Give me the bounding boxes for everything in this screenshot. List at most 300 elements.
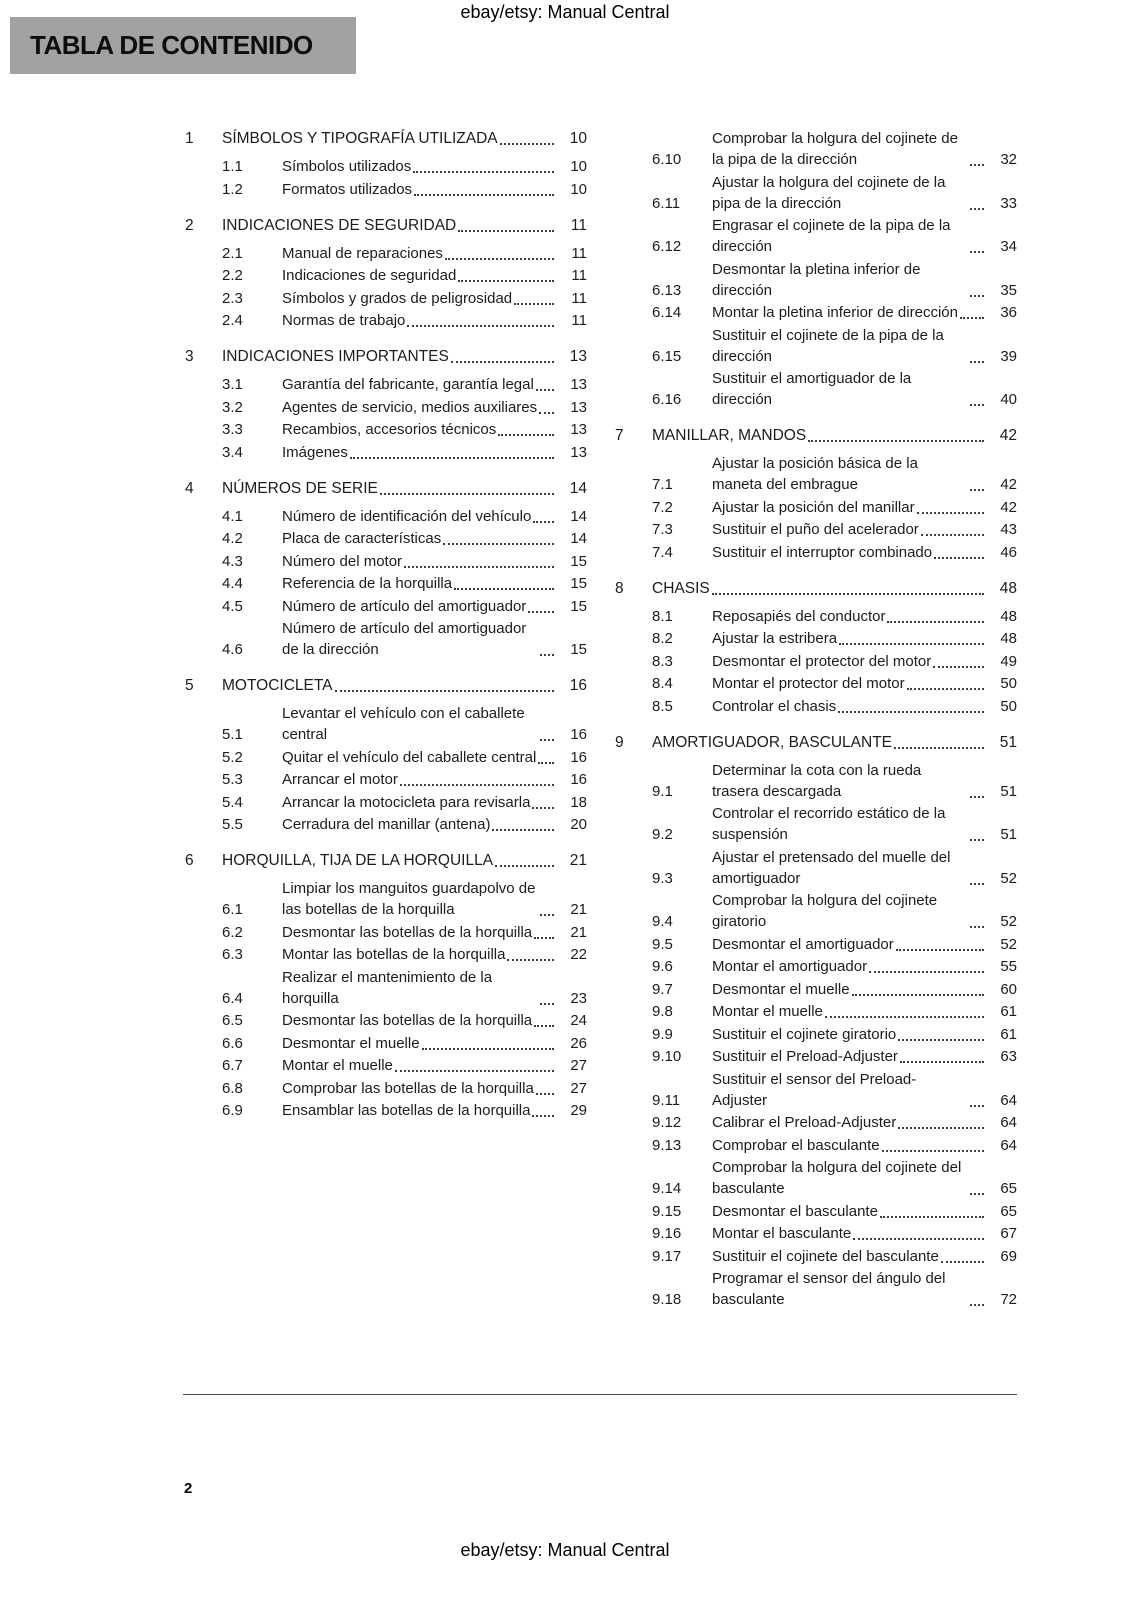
toc-entry: [615, 497, 1017, 518]
toc-entry-number: 6.7: [222, 1057, 243, 1074]
toc-entry-title: MANILLAR, MANDOS: [652, 427, 807, 444]
toc-entry: [185, 618, 587, 660]
dot-leader: [917, 512, 984, 514]
toc-entry-page: 23: [570, 989, 587, 1007]
toc-entry-page: 10: [570, 158, 587, 175]
toc-entry-page: 14: [570, 507, 587, 525]
toc-entry-page: 26: [570, 1034, 587, 1052]
toc-entry-page: 11: [570, 216, 587, 234]
toc-entry: [615, 1246, 1017, 1267]
toc-entry-number: 7.2: [652, 498, 673, 516]
toc-entry: [615, 1024, 1017, 1045]
toc-entry-title: Reposapiés del conductor: [712, 607, 886, 625]
dot-leader: [533, 521, 554, 523]
toc-entry-title: Realizar el mantenimiento de la horquilla: [282, 968, 493, 1007]
dot-leader: [941, 1261, 984, 1263]
toc-entry-title: SÍMBOLOS Y TIPOGRAFÍA UTILIZADA: [222, 130, 498, 147]
toc-entry: [185, 478, 587, 499]
dot-leader: [960, 317, 984, 319]
toc-entry-page: 29: [570, 1102, 587, 1119]
dot-leader: [898, 1039, 984, 1041]
dot-leader: [970, 1105, 984, 1107]
toc-entry-number: 6.16: [652, 391, 682, 408]
toc-entry-page: 61: [1000, 1025, 1017, 1043]
dot-leader: [492, 829, 554, 831]
toc-entry-number: 1.2: [222, 180, 243, 198]
toc-column-2: [615, 128, 1017, 1312]
toc-entry-page: 16: [569, 677, 587, 694]
toc-entry-number: 9.17: [652, 1247, 682, 1265]
footer-divider: [183, 1394, 1017, 1395]
toc-entry-number: 3.2: [222, 398, 243, 416]
toc-entry-page: 15: [570, 597, 587, 615]
dot-leader: [894, 747, 984, 749]
toc-entry-number: 1: [185, 130, 194, 147]
toc-entry-title: Sustituir el sensor del Preload-Adjuster: [712, 1070, 917, 1109]
toc-entry: [185, 442, 587, 463]
toc-entry-title: CHASIS: [652, 579, 710, 597]
toc-entry-page: 10: [569, 130, 587, 147]
toc-entry-title: Programar el sensor del ángulo del basculante: [712, 1270, 946, 1308]
dot-leader: [887, 621, 984, 623]
dot-leader: [400, 784, 554, 786]
toc-entry-number: 9.16: [652, 1225, 682, 1242]
dot-leader: [536, 389, 554, 391]
dot-leader: [838, 711, 984, 713]
toc-entry-title: Sustituir el Preload-Adjuster: [712, 1048, 898, 1065]
toc-entry-title: Comprobar la holgura del cojinete de la pipa de la dirección: [712, 130, 958, 168]
toc-entry-title: HORQUILLA, TIJA DE LA HORQUILLA: [222, 852, 494, 869]
toc-entry-page: 35: [1000, 281, 1017, 299]
toc-entry-number: 6: [185, 852, 194, 869]
dot-leader: [458, 230, 554, 232]
dot-leader: [880, 1216, 984, 1218]
toc-entry-number: 3.3: [222, 421, 243, 438]
toc-entry-page: 16: [570, 726, 587, 743]
toc-entry-number: 9.4: [652, 913, 673, 930]
toc-entry-number: 3.1: [222, 376, 243, 393]
dot-leader: [970, 489, 984, 491]
toc-entry: [615, 803, 1017, 845]
toc-entry-title: Determinar la cota con la rueda trasera descargada: [712, 761, 922, 800]
toc-entry-page: 51: [1000, 826, 1017, 843]
dot-leader: [900, 1061, 984, 1063]
toc-entry-number: 3.4: [222, 443, 243, 461]
dot-leader: [970, 404, 984, 406]
toc-entry-number: 5.2: [222, 748, 243, 766]
dot-leader: [869, 971, 984, 973]
dot-leader: [970, 251, 984, 253]
toc-entry: [615, 425, 1017, 446]
toc-entry-title: Sustituir el puño del acelerador: [712, 521, 919, 538]
page-heading: TABLA DE CONTENIDO: [30, 30, 313, 60]
toc-entry: [185, 967, 587, 1009]
dot-leader: [454, 588, 554, 590]
toc-entry-title: Montar la pletina inferior de dirección: [712, 304, 958, 321]
toc-entry-title: Sustituir el interruptor combinado: [712, 543, 933, 561]
toc-entry-page: 51: [999, 733, 1017, 751]
toc-entry-title: NÚMEROS DE SERIE: [222, 479, 378, 497]
toc-entry-page: 14: [569, 479, 587, 497]
dot-leader: [498, 434, 554, 436]
toc-entry-number: 6.11: [652, 194, 681, 212]
toc-entry-title: Garantía del fabricante, garantía legal: [282, 376, 534, 393]
toc-entry-title: Arrancar el motor: [282, 771, 398, 788]
dot-leader: [404, 566, 554, 568]
toc-entry-title: Comprobar la holgura del cojinete del basculante: [712, 1159, 962, 1197]
toc-entry-page: 13: [570, 421, 587, 438]
toc-entry: [615, 628, 1017, 649]
toc-entry-page: 20: [570, 816, 587, 833]
toc-entry: [615, 1135, 1017, 1156]
toc-entry: [185, 747, 587, 768]
toc-entry-title: Ajustar el pretensado del muelle del amortiguador: [712, 848, 951, 887]
toc-entry-page: 16: [570, 771, 587, 788]
toc-entry-number: 6.4: [222, 989, 243, 1007]
toc-entry-page: 63: [1000, 1048, 1017, 1065]
toc-entry-title: Montar el amortiguador: [712, 958, 868, 975]
toc-entry-title: Arrancar la motocicleta para revisarla: [282, 793, 531, 811]
toc-entry-page: 40: [1000, 391, 1017, 408]
toc-entry-title: Número de artículo del amortiguador de la dirección: [282, 620, 527, 658]
dot-leader: [507, 959, 554, 961]
dot-leader: [970, 1304, 984, 1306]
toc-entry-page: 21: [570, 901, 587, 918]
toc-entry-title: Montar las botellas de la horquilla: [282, 946, 506, 963]
toc-entry-title: Desmontar la pletina inferior de dirección: [712, 260, 921, 299]
toc-entry-title: Símbolos utilizados: [282, 158, 412, 175]
toc-entry-title: Ensamblar las botellas de la horquilla: [282, 1102, 531, 1119]
dot-leader: [335, 690, 554, 692]
toc-entry: [615, 519, 1017, 540]
toc-entry-title: Montar el muelle: [712, 1003, 823, 1020]
toc-entry-page: 61: [1000, 1003, 1017, 1020]
toc-entry-title: Sustituir el amortiguador de la dirección: [712, 370, 912, 408]
dot-leader: [514, 303, 554, 305]
dot-leader: [451, 361, 554, 363]
toc-entry: [615, 453, 1017, 495]
dot-leader: [414, 194, 554, 196]
toc-entry: [615, 847, 1017, 889]
toc-entry-page: 33: [1000, 194, 1017, 212]
toc-entry-title: Controlar el recorrido estático de la suspensión: [712, 805, 946, 843]
toc-entry-title: Sustituir el cojinete de la pipa de la dirección: [712, 326, 944, 365]
dot-leader: [413, 171, 554, 173]
dot-leader: [407, 325, 554, 327]
toc-entry-page: 42: [999, 427, 1017, 444]
toc-entry-title: Comprobar las botellas de la horquilla: [282, 1079, 534, 1097]
toc-entry-number: 6.14: [652, 304, 682, 321]
dot-leader: [882, 1150, 984, 1152]
toc-entry-page: 15: [570, 552, 587, 570]
dot-leader: [528, 611, 554, 613]
toc-entry-title: Levantar el vehículo con el caballete central: [282, 705, 525, 743]
toc-entry: [615, 651, 1017, 672]
dot-leader: [970, 926, 984, 928]
toc-entry-number: 6.8: [222, 1079, 243, 1097]
toc-entry-page: 55: [1000, 958, 1017, 975]
toc-entry-title: Indicaciones de seguridad: [282, 267, 457, 284]
dot-leader: [540, 1003, 554, 1005]
toc-entry-number: 8.5: [652, 697, 673, 715]
toc-entry: [185, 814, 587, 835]
toc-entry-number: 6.12: [652, 238, 682, 255]
toc-entry-title: Ajustar la estribera: [712, 630, 838, 647]
dot-leader: [712, 593, 984, 595]
toc-entry-number: 8: [615, 579, 624, 597]
toc-entry-number: 5.5: [222, 816, 243, 833]
toc-entry-page: 51: [1000, 782, 1017, 800]
toc-entry-number: 9.15: [652, 1202, 682, 1220]
toc-entry-page: 16: [570, 748, 587, 766]
toc-entry-page: 65: [1000, 1202, 1017, 1220]
toc-entry-title: Cerradura del manillar (antena): [282, 816, 491, 833]
toc-entry: [615, 1268, 1017, 1310]
dot-leader: [825, 1016, 984, 1018]
dot-leader: [852, 994, 984, 996]
toc-entry-number: 2: [185, 216, 194, 234]
dot-leader: [538, 762, 554, 764]
toc-entry: [615, 890, 1017, 932]
toc-entry-page: 13: [569, 348, 587, 365]
toc-entry: [185, 215, 587, 236]
toc-entry-page: 27: [570, 1057, 587, 1074]
toc-entry: [185, 397, 587, 418]
toc-entry-page: 11: [571, 244, 587, 262]
dot-leader: [839, 643, 984, 645]
toc-entry: [185, 551, 587, 572]
toc-entry-number: 9.8: [652, 1003, 673, 1020]
toc-entry-number: 7.1: [652, 476, 673, 493]
dot-leader: [853, 1238, 984, 1240]
toc-entry-number: 4.6: [222, 641, 243, 658]
dot-leader: [970, 796, 984, 798]
toc-entry: [615, 215, 1017, 257]
dot-leader: [921, 534, 984, 536]
dot-leader: [907, 688, 984, 690]
toc-entry-title: Recambios, accesorios técnicos: [282, 421, 497, 438]
toc-entry-page: 13: [570, 376, 587, 393]
toc-entry: [185, 1010, 587, 1031]
toc-entry-number: 5.3: [222, 771, 243, 788]
toc-entry-number: 7.4: [652, 543, 673, 561]
toc-entry: [615, 368, 1017, 410]
toc-entry-page: 42: [1000, 476, 1017, 493]
dot-leader: [970, 883, 984, 885]
toc-column-1: [185, 128, 587, 1123]
toc-entry: [185, 1100, 587, 1121]
toc-entry-title: Desmontar el muelle: [282, 1034, 420, 1052]
toc-entry-title: Número de identificación del vehículo: [282, 507, 532, 525]
document-footer-title: ebay/etsy: Manual Central: [460, 1540, 670, 1560]
toc-entry-title: Formatos utilizados: [282, 180, 413, 198]
toc-entry-number: 9.6: [652, 958, 673, 975]
dot-leader: [540, 914, 554, 916]
toc-entry-page: 13: [570, 398, 587, 416]
dot-leader: [534, 1025, 554, 1027]
toc-entry-number: 4: [185, 479, 194, 497]
toc-entry-number: 9.11: [652, 1091, 681, 1109]
dot-leader: [898, 1127, 984, 1129]
toc-entry-page: 64: [1000, 1136, 1017, 1154]
toc-entry-title: Montar el muelle: [282, 1057, 393, 1074]
toc-entry: [185, 156, 587, 177]
toc-entry-page: 60: [1000, 980, 1017, 998]
toc-entry-title: MOTOCICLETA: [222, 677, 333, 694]
toc-entry: [185, 265, 587, 286]
toc-entry-number: 9: [615, 733, 624, 751]
toc-entry-title: Manual de reparaciones: [282, 244, 443, 262]
toc-entry-number: 9.1: [652, 782, 673, 800]
dot-leader: [443, 543, 554, 545]
toc-entry-title: Normas de trabajo: [282, 312, 406, 329]
toc-entry: [615, 1223, 1017, 1244]
toc-entry-page: 48: [1000, 607, 1017, 625]
toc-entry-number: 6.9: [222, 1102, 243, 1119]
toc-entry: [185, 346, 587, 367]
toc-entry-number: 6.6: [222, 1034, 243, 1052]
toc-entry-number: 8.1: [652, 607, 673, 625]
dot-leader: [534, 937, 554, 939]
toc-entry-page: 21: [569, 852, 587, 869]
toc-entry-title: Referencia de la horquilla: [282, 575, 453, 592]
toc-entry-number: 6.13: [652, 281, 682, 299]
toc-entry-page: 43: [1000, 521, 1017, 538]
toc-entry: [185, 703, 587, 745]
toc-entry-title: Quitar el vehículo del caballete central: [282, 748, 537, 766]
toc-entry-title: Engrasar el cojinete de la pipa de la dirección: [712, 217, 951, 255]
dot-leader: [536, 1093, 554, 1095]
toc-entry-page: 15: [570, 575, 587, 592]
toc-entry-page: 50: [1000, 675, 1017, 692]
toc-entry-page: 14: [570, 530, 587, 547]
toc-entry: [185, 374, 587, 395]
toc-entry-number: 9.14: [652, 1180, 682, 1197]
dot-leader: [422, 1048, 554, 1050]
toc-entry-number: 4.2: [222, 530, 243, 547]
toc-entry: [615, 979, 1017, 1000]
toc-entry-number: 6.15: [652, 347, 682, 365]
toc-entry-number: 5: [185, 677, 194, 694]
toc-entry-number: 2.1: [222, 244, 243, 262]
toc-entry-page: 24: [570, 1012, 587, 1029]
toc-entry: [185, 922, 587, 943]
toc-entry-number: 7: [615, 427, 624, 444]
toc-entry-number: 9.5: [652, 935, 673, 953]
toc-entry-number: 9.18: [652, 1291, 682, 1308]
toc-entry-title: Imágenes: [282, 443, 348, 461]
dot-leader: [540, 654, 554, 656]
toc-entry-number: 4.3: [222, 552, 243, 570]
toc-entry-page: 18: [570, 793, 587, 811]
toc-entry-number: 9.3: [652, 869, 673, 887]
toc-entry: [185, 850, 587, 871]
toc-entry: [185, 596, 587, 617]
dot-leader: [970, 1193, 984, 1195]
toc-entry: [185, 944, 587, 965]
toc-entry-number: 2.3: [222, 289, 243, 307]
toc-entry-title: Ajustar la holgura del cojinete de la pipa de la dirección: [712, 173, 946, 212]
toc-entry: [185, 506, 587, 527]
toc-entry-number: 9.12: [652, 1114, 682, 1131]
dot-leader: [970, 208, 984, 210]
toc-entry-page: 69: [1000, 1247, 1017, 1265]
toc-entry-number: 6.5: [222, 1012, 243, 1029]
toc-entry-title: Montar el protector del motor: [712, 675, 905, 692]
toc-entry-number: 9.10: [652, 1048, 682, 1065]
toc-entry-number: 6.2: [222, 923, 243, 941]
toc-entry: [615, 542, 1017, 563]
dot-leader: [934, 557, 984, 559]
toc-entry-number: 4.5: [222, 597, 243, 615]
toc-entry-page: 52: [1000, 913, 1017, 930]
toc-entry-number: 8.4: [652, 675, 673, 692]
toc-entry: [615, 732, 1017, 753]
toc-entry: [615, 325, 1017, 367]
toc-entry-page: 72: [1000, 1291, 1017, 1308]
toc-entry-page: 64: [1000, 1114, 1017, 1131]
toc-entry-page: 52: [1000, 869, 1017, 887]
toc-entry: [615, 934, 1017, 955]
toc-entry-page: 50: [1000, 697, 1017, 715]
dot-leader: [970, 164, 984, 166]
toc-entry: [185, 878, 587, 920]
toc-entry: [185, 243, 587, 264]
dot-leader: [532, 1115, 554, 1117]
toc-entry-number: 8.2: [652, 630, 673, 647]
toc-entry: [185, 288, 587, 309]
toc-entry-title: Sustituir el cojinete giratorio: [712, 1025, 897, 1043]
dot-leader: [933, 666, 984, 668]
toc-entry-title: Desmontar las botellas de la horquilla: [282, 1012, 533, 1029]
toc-entry-page: 27: [570, 1079, 587, 1097]
toc-entry-page: 15: [570, 641, 587, 658]
dot-leader: [458, 280, 554, 282]
toc-entry-title: Calibrar el Preload-Adjuster: [712, 1114, 897, 1131]
dot-leader: [395, 1070, 554, 1072]
toc-entry-title: INDICACIONES DE SEGURIDAD: [222, 216, 457, 234]
toc-entry-number: 7.3: [652, 521, 673, 538]
toc-entry-page: 10: [570, 180, 587, 198]
dot-leader: [970, 295, 984, 297]
toc-entry: [615, 172, 1017, 214]
toc-entry: [615, 1157, 1017, 1199]
dot-leader: [970, 839, 984, 841]
toc-entry-title: Ajustar la posición del manillar: [712, 498, 915, 516]
toc-entry: [615, 259, 1017, 301]
toc-entry-page: 11: [571, 267, 587, 284]
toc-entry-title: Desmontar el amortiguador: [712, 935, 894, 953]
dot-leader: [539, 412, 554, 414]
toc-entry-number: 5.1: [222, 726, 243, 743]
toc-entry-title: Controlar el chasis: [712, 697, 837, 715]
toc-entry-title: Número de artículo del amortiguador: [282, 597, 527, 615]
dot-leader: [532, 807, 554, 809]
toc-entry: [185, 1033, 587, 1054]
toc-entry-title: Agentes de servicio, medios auxiliares: [282, 398, 538, 416]
toc-entry-number: 6.3: [222, 946, 243, 963]
toc-entry-title: Desmontar el basculante: [712, 1202, 878, 1220]
toc-entry-title: Desmontar el protector del motor: [712, 652, 932, 670]
toc-entry-number: 1.1: [222, 158, 243, 175]
toc-entry: [615, 760, 1017, 802]
toc-entry-number: 4.4: [222, 575, 243, 592]
dot-leader: [350, 457, 554, 459]
toc-entry-page: 42: [1000, 498, 1017, 516]
toc-entry: [615, 1201, 1017, 1222]
toc-entry-number: 3: [185, 348, 194, 365]
dot-leader: [970, 361, 984, 363]
